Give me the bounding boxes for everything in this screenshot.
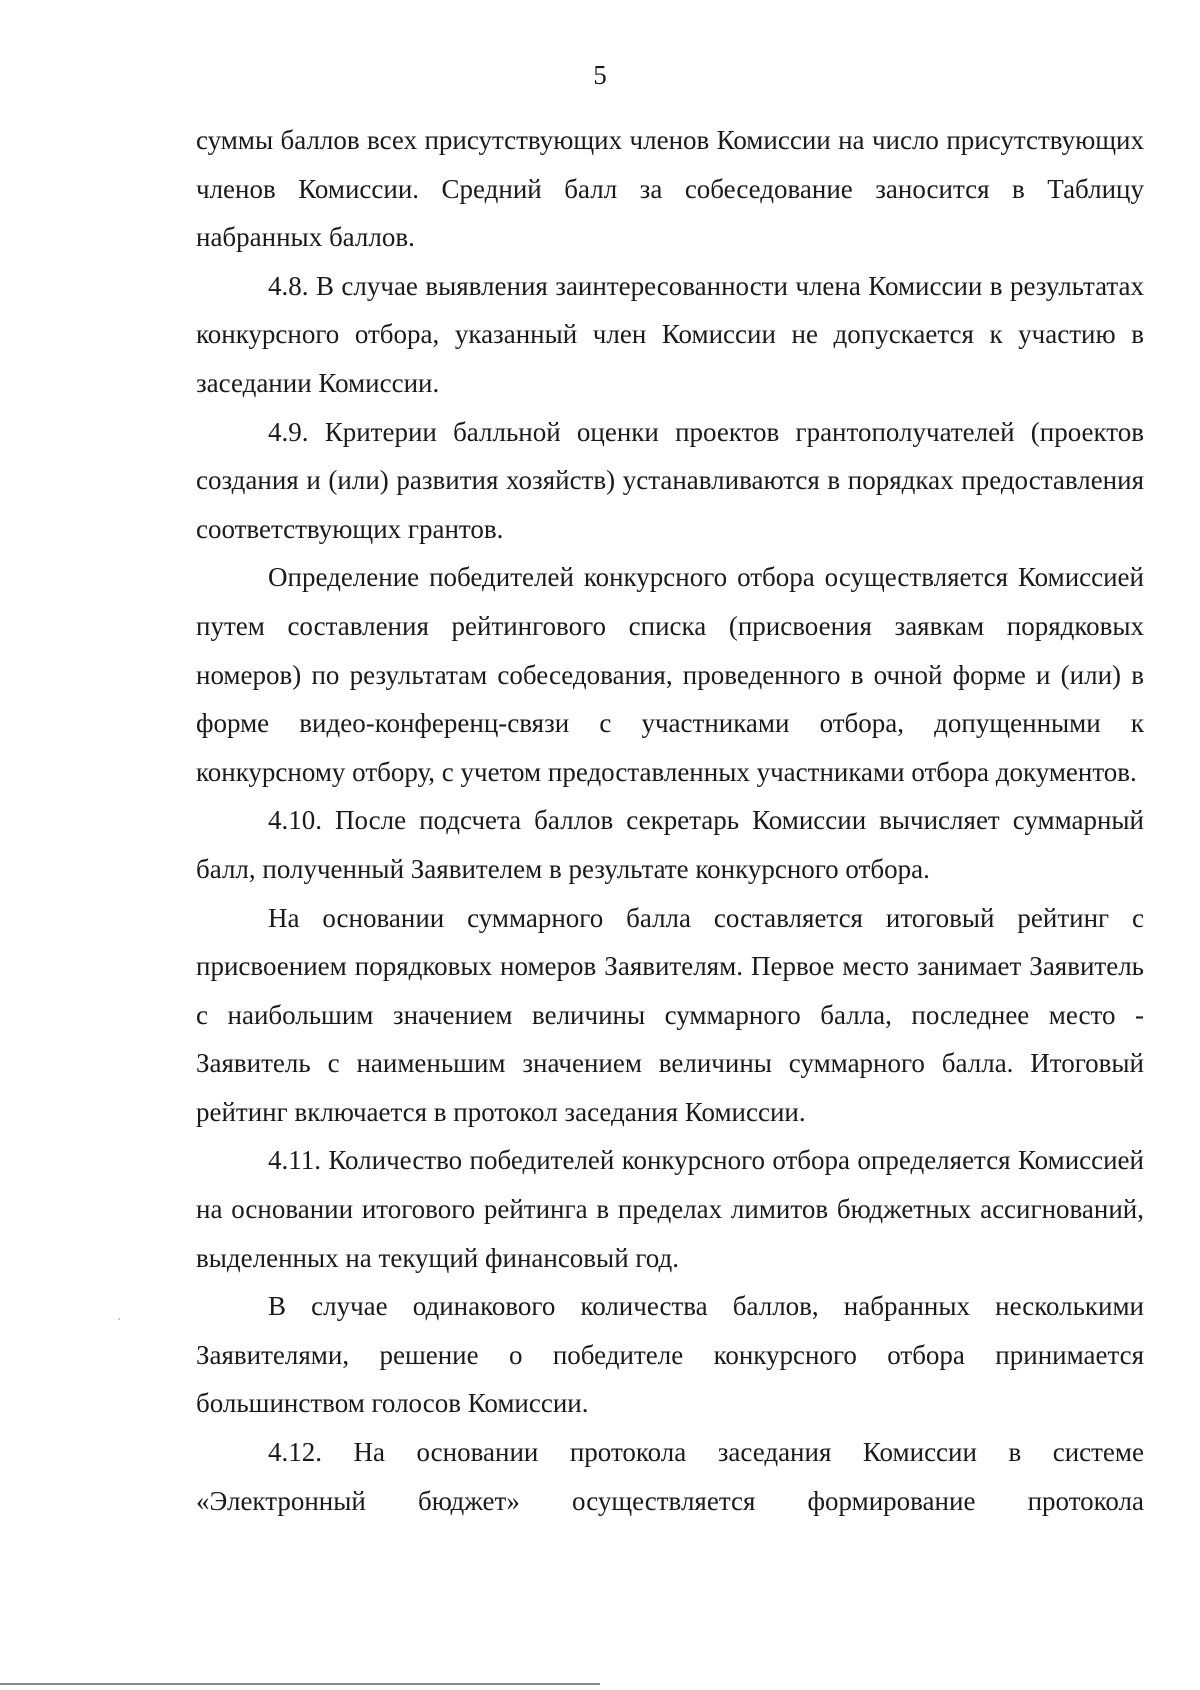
paragraph-4-11: 4.11. Количество победителей конкурсного отбора определяется Комиссией на основании итогового рейтинга в пределах лимитов бюджетных ассигнований, выделенных на текущий финансовый год.: [196, 1145, 1144, 1273]
page-number: 5: [593, 60, 607, 90]
paragraph-winners-determination: Определение победителей конкурсного отбора осуществляется Комиссией путем составления рейтингового списка (присвоения заявкам порядковых номеров) по результатам собеседования, проведенного в очной форме и (или) в форме видео-конференц-связи с участниками отбора, допущенными к конкурсному отбору, с учетом предоставленных участниками отбора документов.: [196, 562, 1144, 787]
paragraph-4-9: 4.9. Критерии балльной оценки проектов грантополучателей (проектов создания и (или) развития хозяйств) устанавливаются в порядках предоставления соответствующих грантов.: [196, 416, 1144, 544]
scan-edge-line: [0, 1683, 600, 1685]
paragraph-4-8: 4.8. В случае выявления заинтересованности члена Комиссии в результатах конкурсного отбора, указанный член Комиссии не допускается к участию в заседании Комиссии.: [196, 270, 1144, 398]
scan-speck: [118, 1318, 120, 1320]
paragraph-equal-scores: В случае одинакового количества баллов, набранных несколькими Заявителями, решение о победителе конкурсного отбора принимается большинством голосов Комиссии.: [196, 1291, 1144, 1419]
paragraph-4-10: 4.10. После подсчета баллов секретарь Комиссии вычисляет суммарный балл, полученный Заявителем в результате конкурсного отбора.: [196, 805, 1144, 884]
paragraph-final-rating: На основании суммарного балла составляется итоговый рейтинг с присвоением порядковых номеров Заявителям. Первое место занимает Заявитель с наибольшим значением величины суммарного балла, последнее место - Заявитель с наименьшим значением величины суммарного балла. Итоговый рейтинг включается в протокол заседания Комиссии.: [196, 902, 1144, 1127]
paragraph: суммы баллов всех присутствующих членов Комиссии на число присутствующих членов Комиссии. Средний балл за собеседование заносится в Таблицу набранных баллов.: [196, 125, 1144, 253]
paragraph-4-12: 4.12. На основании протокола заседания Комиссии в системе «Электронный бюджет» осуществляется формирование протокола: [196, 1437, 1144, 1516]
document-body: [196, 116, 1144, 1525]
